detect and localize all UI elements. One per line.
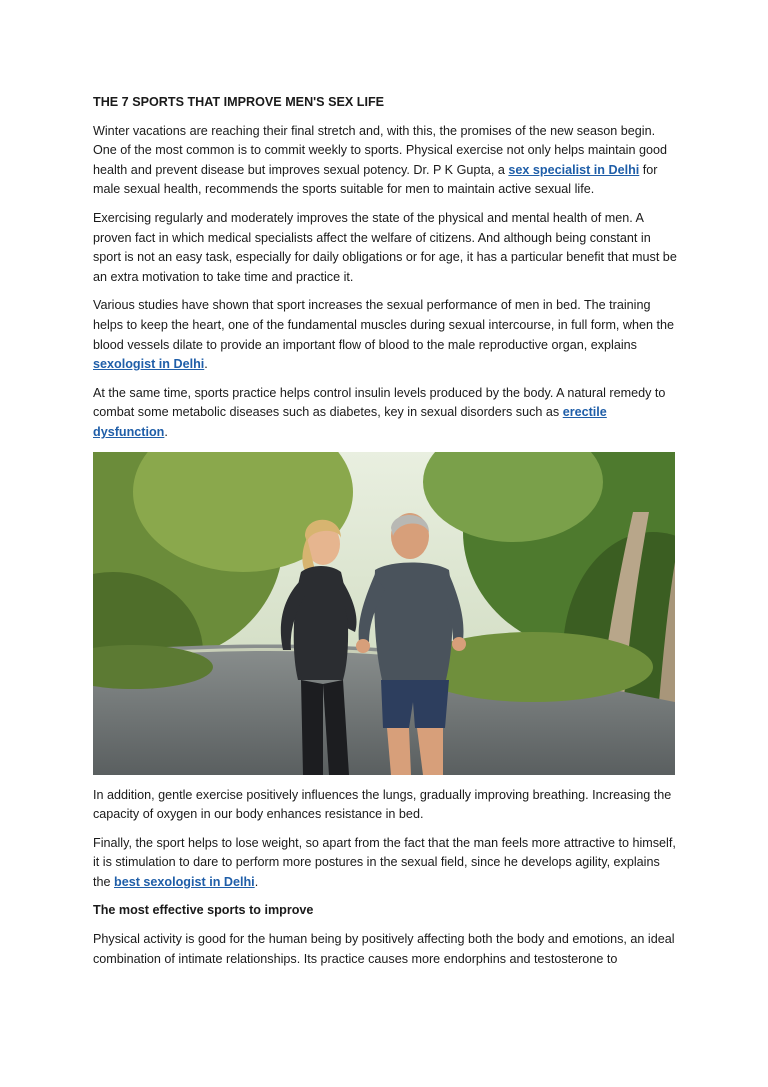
paragraph-text: Finally, the sport helps to lose weight, so apart from the fact that the man feels more attractive to himself, it is stimulation to dare to perform more postures in the sexual field, since he develops agility, explains the (93, 835, 676, 889)
link-erectile-dysfunction[interactable]: erectile dysfunction (93, 405, 607, 439)
paragraph-text: . (254, 874, 259, 889)
paragraph-exercise: Exercising regularly and moderately improves the state of the physical and mental health of men. A proven fact in which medical specialists affect the welfare of citizens. And although being constant in sport is not an easy task, especially for daily obligations or for age, it has a particular benefit that must be an extra motivation to take time and practice it. (93, 210, 677, 284)
paragraph-text: Winter vacations are reaching their final stretch and, with this, the promises of the new season begin. One of the most common is to commit weekly to sports. Physical exercise not only helps maintain good health and prevent disease but improves sexual potency. Dr. P K Gupta, a (93, 123, 667, 177)
paragraph-studies (93, 296, 677, 374)
running-couple-photo (93, 452, 675, 775)
document-title: THE 7 SPORTS THAT IMPROVE MEN'S SEX LIFE (93, 95, 385, 109)
document-body (93, 93, 677, 978)
paragraph-weight (93, 834, 677, 893)
paragraph-text: Various studies have shown that sport increases the sexual performance of men in bed. The training helps to keep the heart, one of the fundamental muscles during sexual intercourse, in full form, when the blood vessels dilate to provide an important flow of blood to the male reproductive organ, explains (93, 298, 675, 352)
section-heading: The most effective sports to improve (93, 903, 314, 918)
paragraph-activity: Physical activity is good for the human being by positively affecting both the body and emotions, an ideal combination of intimate relationships. Its practice causes more endorphins and testosterone to (93, 932, 675, 966)
paragraph-lungs: In addition, gentle exercise positively influences the lungs, gradually improving breathing. Increasing the capacity of oxygen in our body enhances resistance in bed. (93, 787, 672, 822)
paragraph-intro (93, 122, 677, 200)
link-best-sexologist-delhi[interactable]: best sexologist in Delhi (114, 874, 255, 889)
link-sex-specialist-delhi[interactable]: sex specialist in Delhi (508, 162, 640, 177)
link-sexologist-delhi[interactable]: sexologist in Delhi (93, 357, 205, 372)
paragraph-text: . (204, 357, 208, 372)
paragraph-text: for male sexual health, recommends the sports suitable for men to maintain active sexual life. (93, 162, 658, 197)
paragraph-text: At the same time, sports practice helps control insulin levels produced by the body. A natural remedy to combat some metabolic diseases such as diabetes, key in sexual disorders such as (93, 385, 666, 420)
paragraph-text: . (164, 424, 168, 439)
paragraph-insulin (93, 384, 677, 443)
